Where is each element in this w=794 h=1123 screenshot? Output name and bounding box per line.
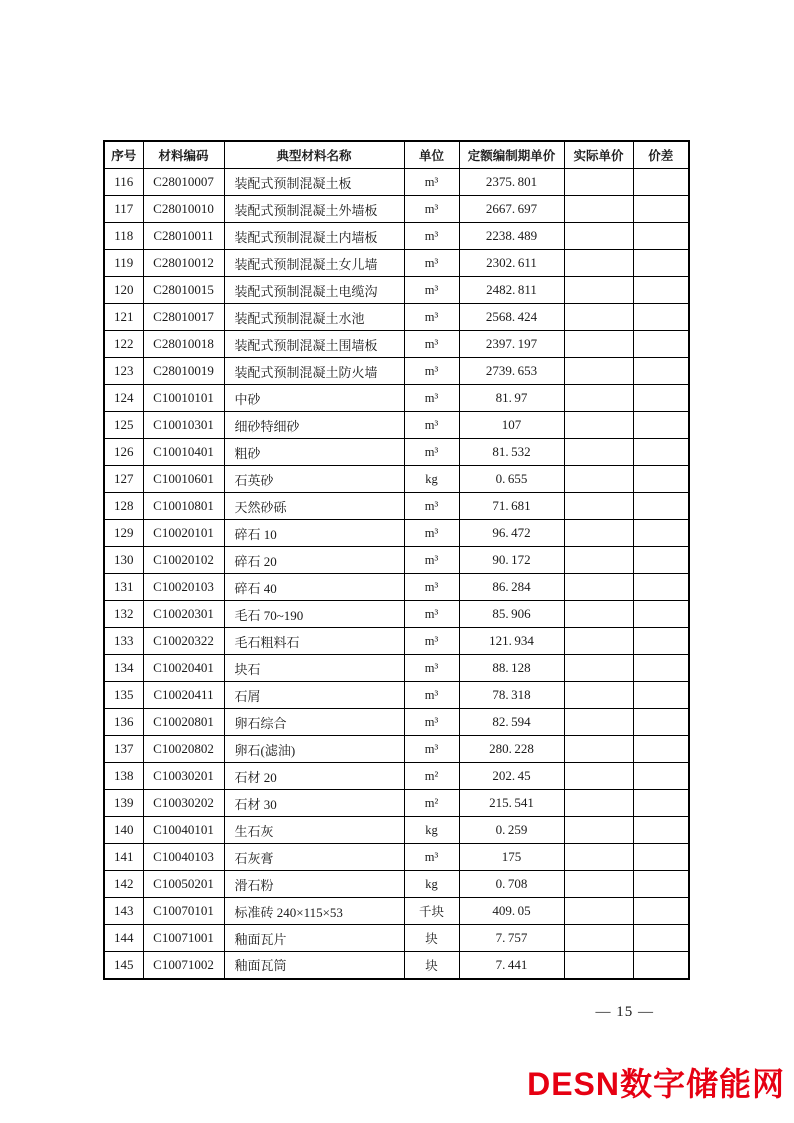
table-row: [104, 763, 689, 790]
cell-code: C28010007: [143, 169, 224, 196]
cell-actual: [564, 223, 633, 250]
cell-diff: [633, 250, 689, 277]
table-body: [104, 169, 689, 979]
cell-name: 中砂: [224, 385, 404, 412]
material-price-table: [103, 140, 690, 980]
cell-diff: [633, 736, 689, 763]
cell-name: 碎石 20: [224, 547, 404, 574]
cell-diff: [633, 817, 689, 844]
cell-unit: m³: [404, 277, 459, 304]
cell-unit: m³: [404, 844, 459, 871]
cell-no: 140: [104, 817, 143, 844]
cell-actual: [564, 277, 633, 304]
cell-unit: kg: [404, 817, 459, 844]
cell-actual: [564, 439, 633, 466]
cell-price: 0. 259: [459, 817, 564, 844]
cell-unit: m³: [404, 412, 459, 439]
cell-no: 125: [104, 412, 143, 439]
cell-price: 81. 97: [459, 385, 564, 412]
table-row: [104, 844, 689, 871]
table-row: [104, 331, 689, 358]
cell-name: 装配式预制混凝土内墙板: [224, 223, 404, 250]
cell-no: 123: [104, 358, 143, 385]
cell-unit: m³: [404, 358, 459, 385]
cell-unit: m³: [404, 682, 459, 709]
cell-name: 滑石粉: [224, 871, 404, 898]
cell-actual: [564, 493, 633, 520]
cell-diff: [633, 223, 689, 250]
cell-actual: [564, 709, 633, 736]
cell-actual: [564, 763, 633, 790]
cell-unit: m³: [404, 547, 459, 574]
cell-unit: m³: [404, 574, 459, 601]
table-row: [104, 655, 689, 682]
column-header-6: 价差: [633, 141, 689, 169]
cell-name: 粗砂: [224, 439, 404, 466]
cell-no: 129: [104, 520, 143, 547]
table-row: [104, 898, 689, 925]
page-number: — 15 —: [595, 1004, 654, 1020]
cell-actual: [564, 358, 633, 385]
cell-unit: 块: [404, 925, 459, 952]
cell-price: 202. 45: [459, 763, 564, 790]
cell-price: 96. 472: [459, 520, 564, 547]
cell-diff: [633, 520, 689, 547]
cell-actual: [564, 412, 633, 439]
cell-actual: [564, 304, 633, 331]
table-row: [104, 952, 689, 979]
cell-code: C10010401: [143, 439, 224, 466]
cell-price: 2568. 424: [459, 304, 564, 331]
cell-name: 标准砖 240×115×53: [224, 898, 404, 925]
cell-price: 280. 228: [459, 736, 564, 763]
cell-no: 145: [104, 952, 143, 979]
cell-no: 136: [104, 709, 143, 736]
cell-diff: [633, 952, 689, 979]
column-header-3: 单位: [404, 141, 459, 169]
cell-price: 0. 655: [459, 466, 564, 493]
cell-code: C10040103: [143, 844, 224, 871]
cell-unit: m³: [404, 601, 459, 628]
table-row: [104, 196, 689, 223]
header-row: [104, 141, 689, 169]
table-row: [104, 223, 689, 250]
table-row: [104, 520, 689, 547]
table-row: [104, 682, 689, 709]
cell-code: C28010015: [143, 277, 224, 304]
cell-diff: [633, 493, 689, 520]
cell-name: 石材 20: [224, 763, 404, 790]
cell-name: 装配式预制混凝土围墙板: [224, 331, 404, 358]
cell-code: C10010601: [143, 466, 224, 493]
cell-unit: m³: [404, 385, 459, 412]
cell-code: C10020301: [143, 601, 224, 628]
cell-code: C28010011: [143, 223, 224, 250]
cell-actual: [564, 736, 633, 763]
cell-code: C10020802: [143, 736, 224, 763]
table-row: [104, 601, 689, 628]
cell-price: 78. 318: [459, 682, 564, 709]
cell-code: C10071002: [143, 952, 224, 979]
cell-code: C28010017: [143, 304, 224, 331]
cell-price: 85. 906: [459, 601, 564, 628]
cell-unit: m²: [404, 763, 459, 790]
cell-price: 2302. 611: [459, 250, 564, 277]
cell-name: 碎石 40: [224, 574, 404, 601]
cell-unit: m³: [404, 520, 459, 547]
cell-diff: [633, 547, 689, 574]
cell-actual: [564, 601, 633, 628]
cell-unit: m³: [404, 331, 459, 358]
column-header-1: 材料编码: [143, 141, 224, 169]
cell-diff: [633, 277, 689, 304]
table-row: [104, 817, 689, 844]
cell-name: 石英砂: [224, 466, 404, 493]
cell-name: 装配式预制混凝土板: [224, 169, 404, 196]
table-row: [104, 358, 689, 385]
cell-no: 117: [104, 196, 143, 223]
cell-actual: [564, 790, 633, 817]
cell-diff: [633, 169, 689, 196]
cell-no: 118: [104, 223, 143, 250]
cell-no: 126: [104, 439, 143, 466]
cell-price: 121. 934: [459, 628, 564, 655]
cell-unit: m³: [404, 196, 459, 223]
cell-no: 130: [104, 547, 143, 574]
table-row: [104, 628, 689, 655]
cell-price: 7. 757: [459, 925, 564, 952]
cell-unit: m³: [404, 169, 459, 196]
table-row: [104, 304, 689, 331]
cell-diff: [633, 682, 689, 709]
cell-name: 碎石 10: [224, 520, 404, 547]
table-row: [104, 385, 689, 412]
cell-code: C10020101: [143, 520, 224, 547]
cell-no: 120: [104, 277, 143, 304]
cell-name: 石屑: [224, 682, 404, 709]
cell-no: 138: [104, 763, 143, 790]
cell-no: 141: [104, 844, 143, 871]
cell-actual: [564, 871, 633, 898]
column-header-4: 定额编制期单价: [459, 141, 564, 169]
cell-diff: [633, 601, 689, 628]
cell-name: 生石灰: [224, 817, 404, 844]
cell-price: 215. 541: [459, 790, 564, 817]
cell-diff: [633, 574, 689, 601]
cell-code: C10030201: [143, 763, 224, 790]
cell-diff: [633, 439, 689, 466]
cell-unit: m³: [404, 304, 459, 331]
cell-unit: 块: [404, 952, 459, 979]
cell-diff: [633, 358, 689, 385]
cell-code: C28010019: [143, 358, 224, 385]
table-row: [104, 871, 689, 898]
cell-name: 装配式预制混凝土外墙板: [224, 196, 404, 223]
cell-diff: [633, 844, 689, 871]
cell-price: 2238. 489: [459, 223, 564, 250]
table-row: [104, 925, 689, 952]
table-row: [104, 547, 689, 574]
cell-price: 2667. 697: [459, 196, 564, 223]
cell-code: C10040101: [143, 817, 224, 844]
cell-code: C10010101: [143, 385, 224, 412]
cell-code: C28010010: [143, 196, 224, 223]
cell-code: C10020411: [143, 682, 224, 709]
table-row: [104, 277, 689, 304]
cell-price: 409. 05: [459, 898, 564, 925]
cell-code: C28010018: [143, 331, 224, 358]
cell-name: 釉面瓦片: [224, 925, 404, 952]
table-row: [104, 439, 689, 466]
cell-price: 81. 532: [459, 439, 564, 466]
cell-price: 90. 172: [459, 547, 564, 574]
cell-no: 137: [104, 736, 143, 763]
column-header-5: 实际单价: [564, 141, 633, 169]
cell-actual: [564, 520, 633, 547]
cell-name: 石材 30: [224, 790, 404, 817]
cell-diff: [633, 709, 689, 736]
cell-name: 石灰膏: [224, 844, 404, 871]
table-row: [104, 466, 689, 493]
cell-actual: [564, 655, 633, 682]
cell-unit: m³: [404, 250, 459, 277]
cell-actual: [564, 952, 633, 979]
cell-unit: m³: [404, 655, 459, 682]
cell-unit: kg: [404, 466, 459, 493]
cell-price: 71. 681: [459, 493, 564, 520]
cell-code: C10071001: [143, 925, 224, 952]
cell-actual: [564, 925, 633, 952]
table-row: [104, 412, 689, 439]
cell-price: 2397. 197: [459, 331, 564, 358]
column-header-2: 典型材料名称: [224, 141, 404, 169]
cell-code: C28010012: [143, 250, 224, 277]
cell-unit: 千块: [404, 898, 459, 925]
cell-no: 119: [104, 250, 143, 277]
table-row: [104, 736, 689, 763]
cell-unit: m³: [404, 493, 459, 520]
cell-price: 107: [459, 412, 564, 439]
cell-actual: [564, 547, 633, 574]
cell-unit: m³: [404, 736, 459, 763]
cell-no: 116: [104, 169, 143, 196]
cell-diff: [633, 763, 689, 790]
cell-no: 124: [104, 385, 143, 412]
cell-unit: m²: [404, 790, 459, 817]
cell-name: 天然砂砾: [224, 493, 404, 520]
cell-diff: [633, 466, 689, 493]
desn-logo: DESN数字储能网: [527, 1066, 785, 1102]
cell-no: 133: [104, 628, 143, 655]
cell-name: 卵石(滤油): [224, 736, 404, 763]
cell-name: 装配式预制混凝土电缆沟: [224, 277, 404, 304]
column-header-0: 序号: [104, 141, 143, 169]
cell-price: 82. 594: [459, 709, 564, 736]
cell-actual: [564, 628, 633, 655]
cell-actual: [564, 466, 633, 493]
cell-no: 131: [104, 574, 143, 601]
cell-price: 2482. 811: [459, 277, 564, 304]
cell-no: 143: [104, 898, 143, 925]
cell-code: C10050201: [143, 871, 224, 898]
cell-diff: [633, 628, 689, 655]
table-row: [104, 250, 689, 277]
cell-no: 122: [104, 331, 143, 358]
cell-no: 139: [104, 790, 143, 817]
cell-actual: [564, 574, 633, 601]
cell-code: C10020401: [143, 655, 224, 682]
cell-name: 装配式预制混凝土防火墙: [224, 358, 404, 385]
cell-name: 毛石 70~190: [224, 601, 404, 628]
table-row: [104, 709, 689, 736]
cell-price: 2375. 801: [459, 169, 564, 196]
cell-unit: m³: [404, 439, 459, 466]
cell-code: C10070101: [143, 898, 224, 925]
cell-price: 175: [459, 844, 564, 871]
cell-actual: [564, 250, 633, 277]
cell-actual: [564, 898, 633, 925]
cell-actual: [564, 331, 633, 358]
cell-no: 121: [104, 304, 143, 331]
cell-name: 装配式预制混凝土女儿墙: [224, 250, 404, 277]
cell-unit: m³: [404, 628, 459, 655]
table-row: [104, 493, 689, 520]
cell-actual: [564, 169, 633, 196]
cell-name: 卵石综合: [224, 709, 404, 736]
cell-code: C10020801: [143, 709, 224, 736]
cell-code: C10020322: [143, 628, 224, 655]
cell-actual: [564, 196, 633, 223]
cell-unit: m³: [404, 709, 459, 736]
cell-diff: [633, 412, 689, 439]
cell-no: 135: [104, 682, 143, 709]
cell-diff: [633, 331, 689, 358]
cell-actual: [564, 817, 633, 844]
cell-diff: [633, 925, 689, 952]
cell-diff: [633, 655, 689, 682]
cell-price: 2739. 653: [459, 358, 564, 385]
table-row: [104, 169, 689, 196]
cell-name: 釉面瓦筒: [224, 952, 404, 979]
cell-no: 142: [104, 871, 143, 898]
cell-name: 块石: [224, 655, 404, 682]
cell-no: 128: [104, 493, 143, 520]
cell-diff: [633, 871, 689, 898]
cell-price: 88. 128: [459, 655, 564, 682]
cell-no: 132: [104, 601, 143, 628]
cell-diff: [633, 790, 689, 817]
cell-name: 装配式预制混凝土水池: [224, 304, 404, 331]
cell-no: 134: [104, 655, 143, 682]
table-row: [104, 790, 689, 817]
cell-code: C10030202: [143, 790, 224, 817]
cell-code: C10010301: [143, 412, 224, 439]
cell-actual: [564, 385, 633, 412]
cell-diff: [633, 304, 689, 331]
table-row: [104, 574, 689, 601]
cell-code: C10020103: [143, 574, 224, 601]
cell-diff: [633, 385, 689, 412]
cell-diff: [633, 196, 689, 223]
cell-price: 7. 441: [459, 952, 564, 979]
cell-actual: [564, 682, 633, 709]
cell-unit: m³: [404, 223, 459, 250]
cell-unit: kg: [404, 871, 459, 898]
cell-name: 毛石粗料石: [224, 628, 404, 655]
cell-no: 127: [104, 466, 143, 493]
cell-no: 144: [104, 925, 143, 952]
cell-code: C10020102: [143, 547, 224, 574]
cell-actual: [564, 844, 633, 871]
cell-name: 细砂特细砂: [224, 412, 404, 439]
cell-price: 86. 284: [459, 574, 564, 601]
cell-code: C10010801: [143, 493, 224, 520]
cell-diff: [633, 898, 689, 925]
cell-price: 0. 708: [459, 871, 564, 898]
